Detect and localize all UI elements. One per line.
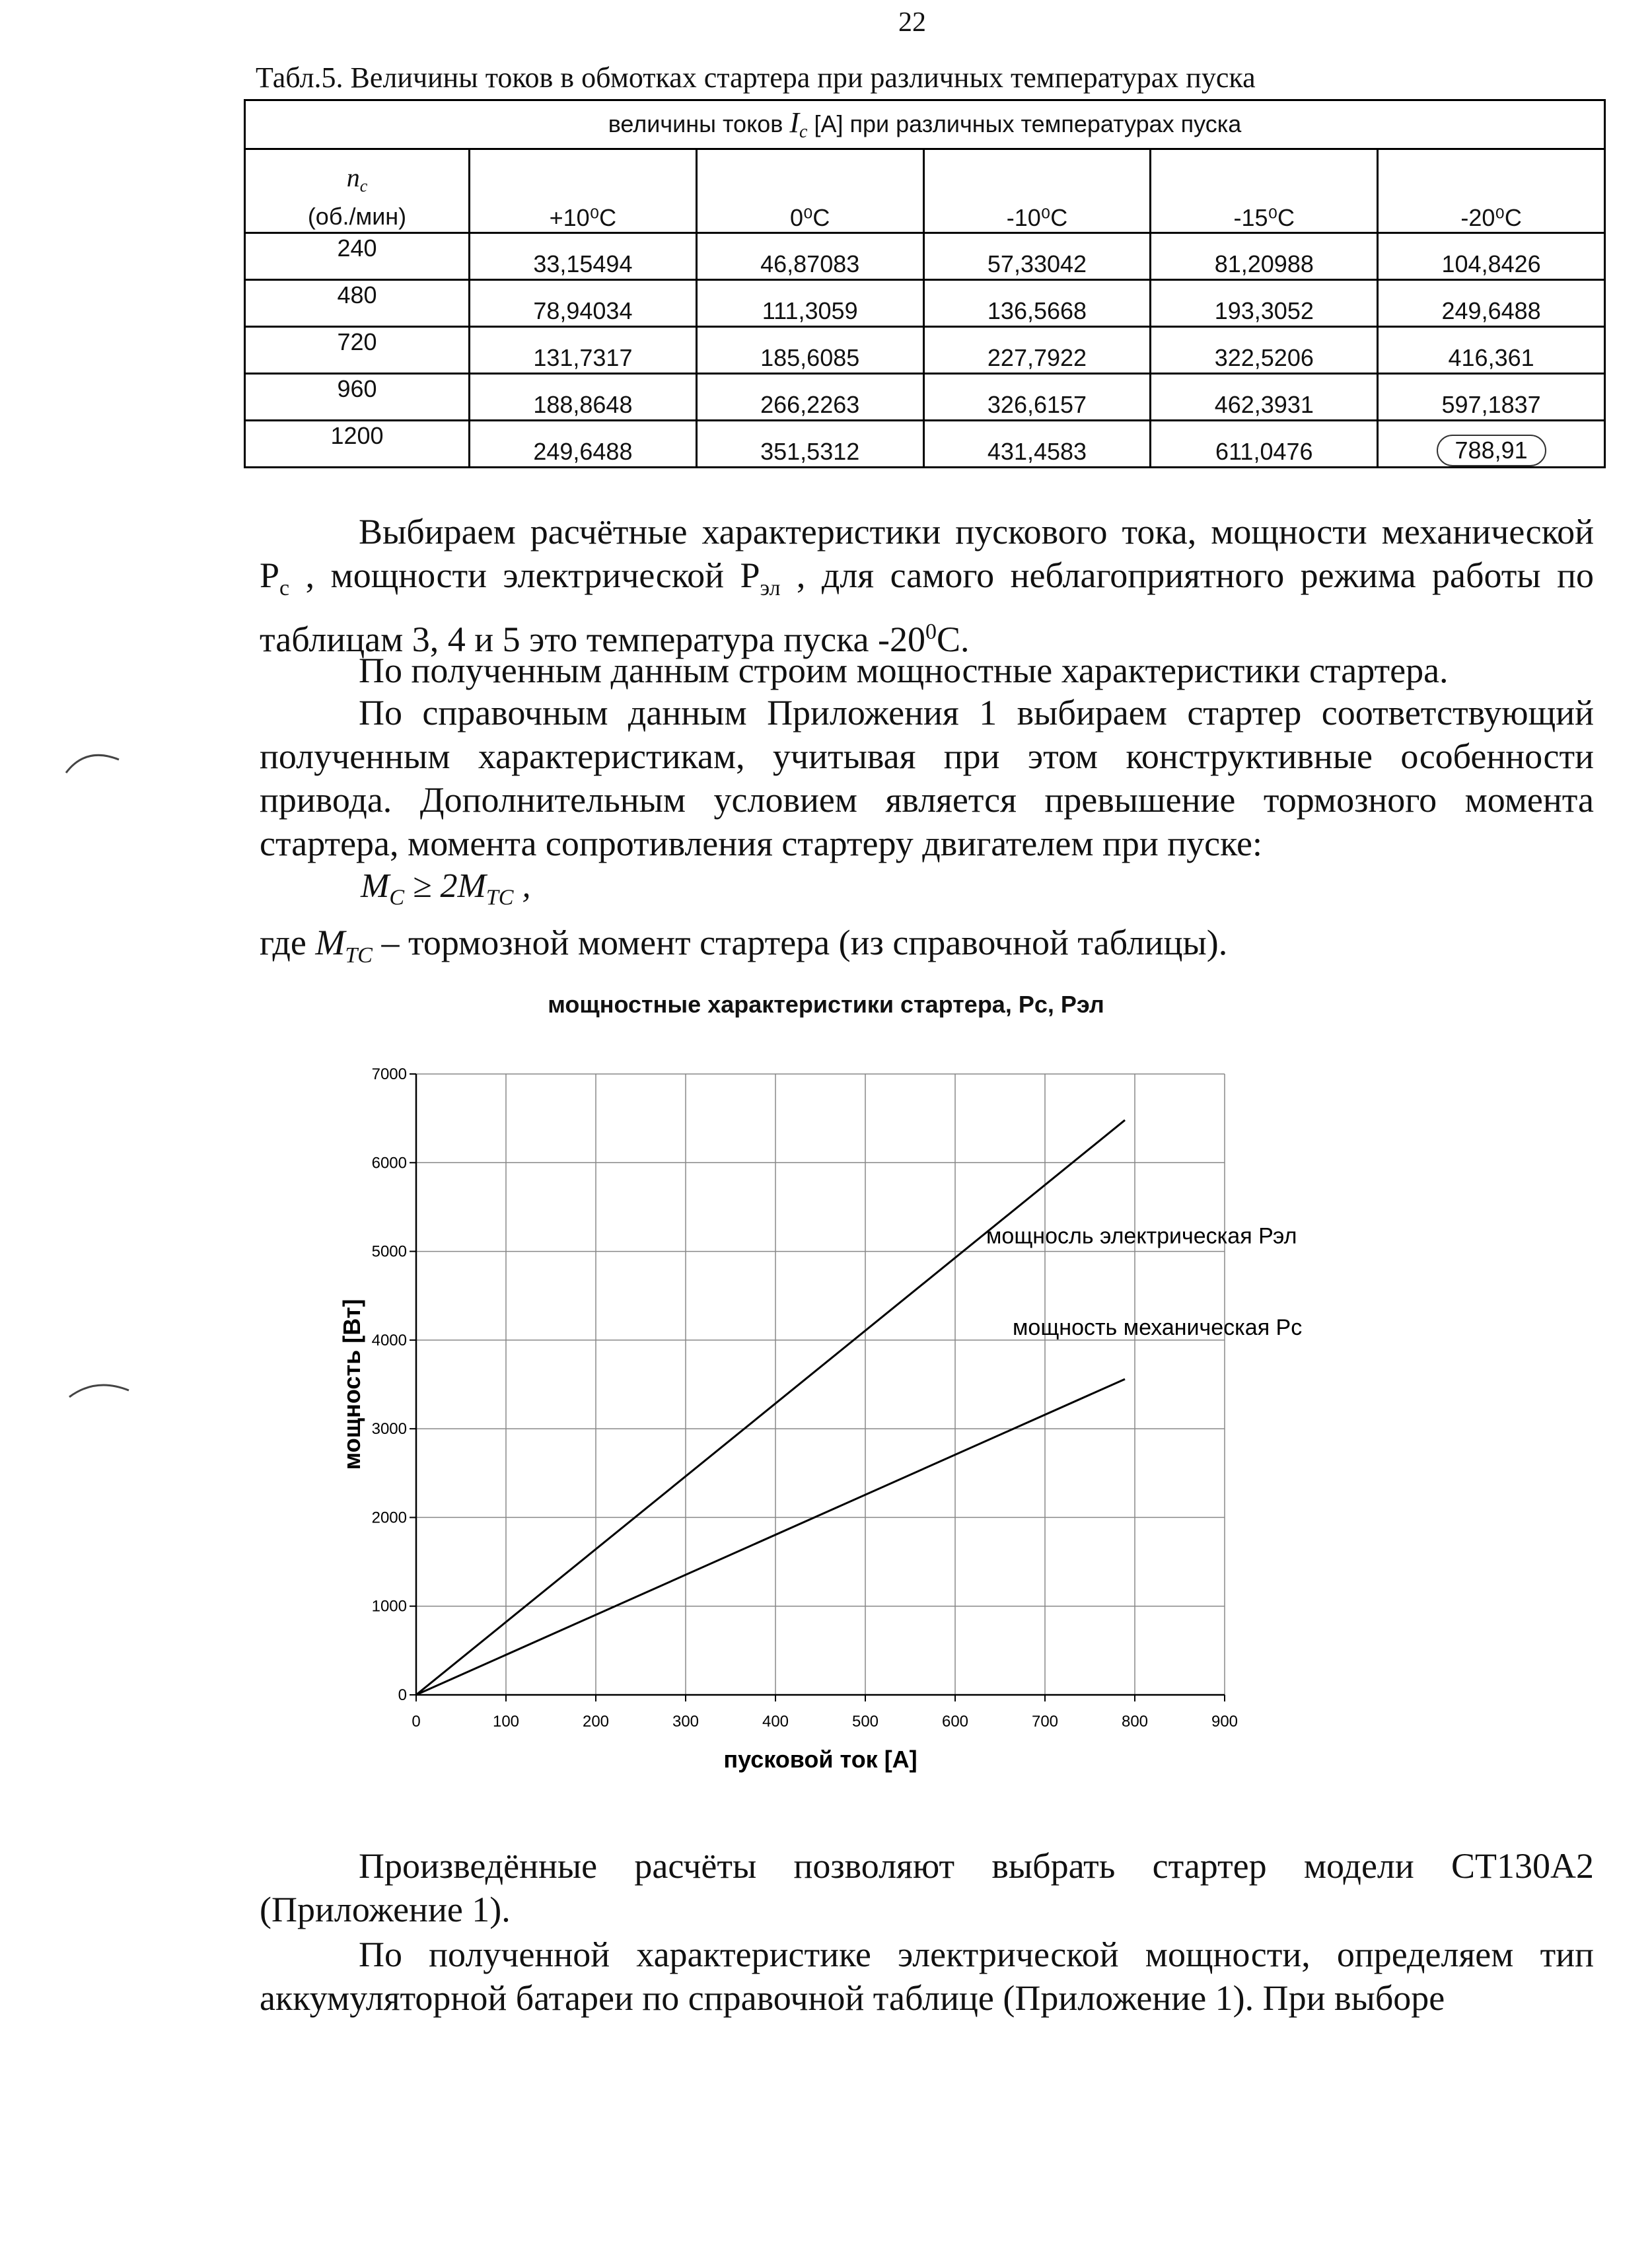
table-cell: 188,8648 [470,374,697,421]
paragraph-4: где $M_{TC}$ – тормозной момент стартера (из справочной таблицы). [260,923,1228,968]
table-cell: 416,361 [1378,327,1605,374]
nc-unit: (об./мин) [307,203,407,230]
y-tick-label: 1000 [371,1597,407,1616]
currents-table [244,99,1606,468]
table-cell: 111,3059 [696,280,923,327]
column-header: -10⁰C [923,149,1151,233]
table-cell: 351,5312 [696,421,923,468]
series-line [416,1379,1125,1695]
y-tick-label: 0 [398,1686,407,1704]
table-cell: 431,4583 [923,421,1151,468]
header-subscript: c [799,122,808,143]
table-cell: 81,20988 [1151,233,1378,280]
x-axis-title: пусковой ток [A] [723,1746,917,1773]
margin-mark [59,746,139,786]
table-row [245,233,1605,280]
circled-value: 788,91 [1437,435,1546,466]
table-cell [1378,421,1605,468]
paragraph-5: Произведённые расчёты позволяют выбрать стартер модели СТ130А2 (Приложение 1). [260,1846,1594,1929]
table-row [245,280,1605,327]
table-cell: 611,0476 [1151,421,1378,468]
formula: $M_C \ge 2M_{TC}$ , [361,867,531,910]
power-chart [317,1057,1374,1797]
x-tick-label: 500 [851,1713,879,1731]
y-tick-label: 7000 [371,1065,407,1083]
header-symbol: I [789,106,800,139]
table-cell: 326,6157 [923,374,1151,421]
x-tick-label: 700 [1031,1713,1059,1731]
y-tick-label: 6000 [371,1154,407,1172]
margin-mark [63,1374,142,1413]
x-tick-label: 600 [941,1713,969,1731]
series-label: мощность механическая Pc [1013,1314,1303,1340]
column-header: -15⁰C [1151,149,1378,233]
x-tick-label: 300 [672,1713,700,1731]
table-cell: 57,33042 [923,233,1151,280]
table-row [245,374,1605,421]
table-row [245,421,1605,468]
y-tick-label: 5000 [371,1242,407,1261]
table-cell: 131,7317 [470,327,697,374]
x-tick-label: 100 [492,1713,520,1731]
nc-cell: 240 [245,233,470,280]
table-cell: 136,5668 [923,280,1151,327]
x-tick-label: 200 [582,1713,610,1731]
nc-cell: 960 [245,374,470,421]
y-tick-label: 2000 [371,1509,407,1527]
column-header: -20⁰C [1378,149,1605,233]
table-cell: 266,2263 [696,374,923,421]
table-cell: 104,8426 [1378,233,1605,280]
table-row [245,327,1605,374]
table-cell: 322,5206 [1151,327,1378,374]
paragraph-6: По полученной характеристике электрической мощности, определяем тип аккумуляторной батареи по справочной таблице (Приложение 1). При выборе [260,1935,1594,2018]
y-tick-label: 4000 [371,1331,407,1349]
table-cell: 78,94034 [470,280,697,327]
series-line [416,1120,1125,1695]
table-cell: 33,15494 [470,233,697,280]
paragraph-2: По полученным данным строим мощностные характеристики стартера. [359,651,1449,690]
chart-title: мощностные характеристики стартера, Pc, Pэл [548,991,1104,1018]
nc-cell: 720 [245,327,470,374]
table-cell: 462,3931 [1151,374,1378,421]
nc-cell: 1200 [245,421,470,468]
x-tick-label: 900 [1211,1713,1239,1731]
table-cell: 597,1837 [1378,374,1605,421]
x-tick-label: 400 [762,1713,789,1731]
table-cell: 249,6488 [470,421,697,468]
x-tick-label: 800 [1121,1713,1149,1731]
nc-cell: 480 [245,280,470,327]
y-tick-label: 3000 [371,1420,407,1439]
paragraph-1: Выбираем расчётные характеристики пускового тока, мощности механической $P_c$ , мощности электрической $P_{эл}$ , для самого неблагоприятного режима работы по таблицам 3, 4 и 5 это температура пуска $-20^0C$. [260,512,1595,659]
table-cell: 46,87083 [696,233,923,280]
table-cell: 185,6085 [696,327,923,374]
paragraph-3: По справочным данным Приложения 1 выбираем стартер соответствующий полученным характеристикам, учитывая при этом конструктивные особенности привода. Дополнительным условием является превышение тормозного момента стартера, момента сопротивления стартеру двигателем при пуске: [260,693,1594,863]
table-header [245,100,1605,149]
header-prefix: величины токов [608,110,790,138]
y-axis-title: мощность [Вт] [338,1299,365,1470]
nc-header [245,149,470,233]
table-cell: 227,7922 [923,327,1151,374]
series-label: мощносль электрическая Рэл [986,1223,1297,1249]
column-header: +10⁰C [470,149,697,233]
table-caption: Табл.5. Величины токов в обмотках стартера при различных температурах пуска [256,61,1256,94]
page-number: 22 [898,7,926,38]
column-header: 0⁰C [696,149,923,233]
header-suffix: [A] при различных температурах пуска [807,110,1242,138]
x-tick-label: 0 [412,1713,421,1731]
nc-subscript: c [359,176,368,196]
table-cell: 193,3052 [1151,280,1378,327]
nc-symbol: n [346,162,360,192]
table-cell: 249,6488 [1378,280,1605,327]
